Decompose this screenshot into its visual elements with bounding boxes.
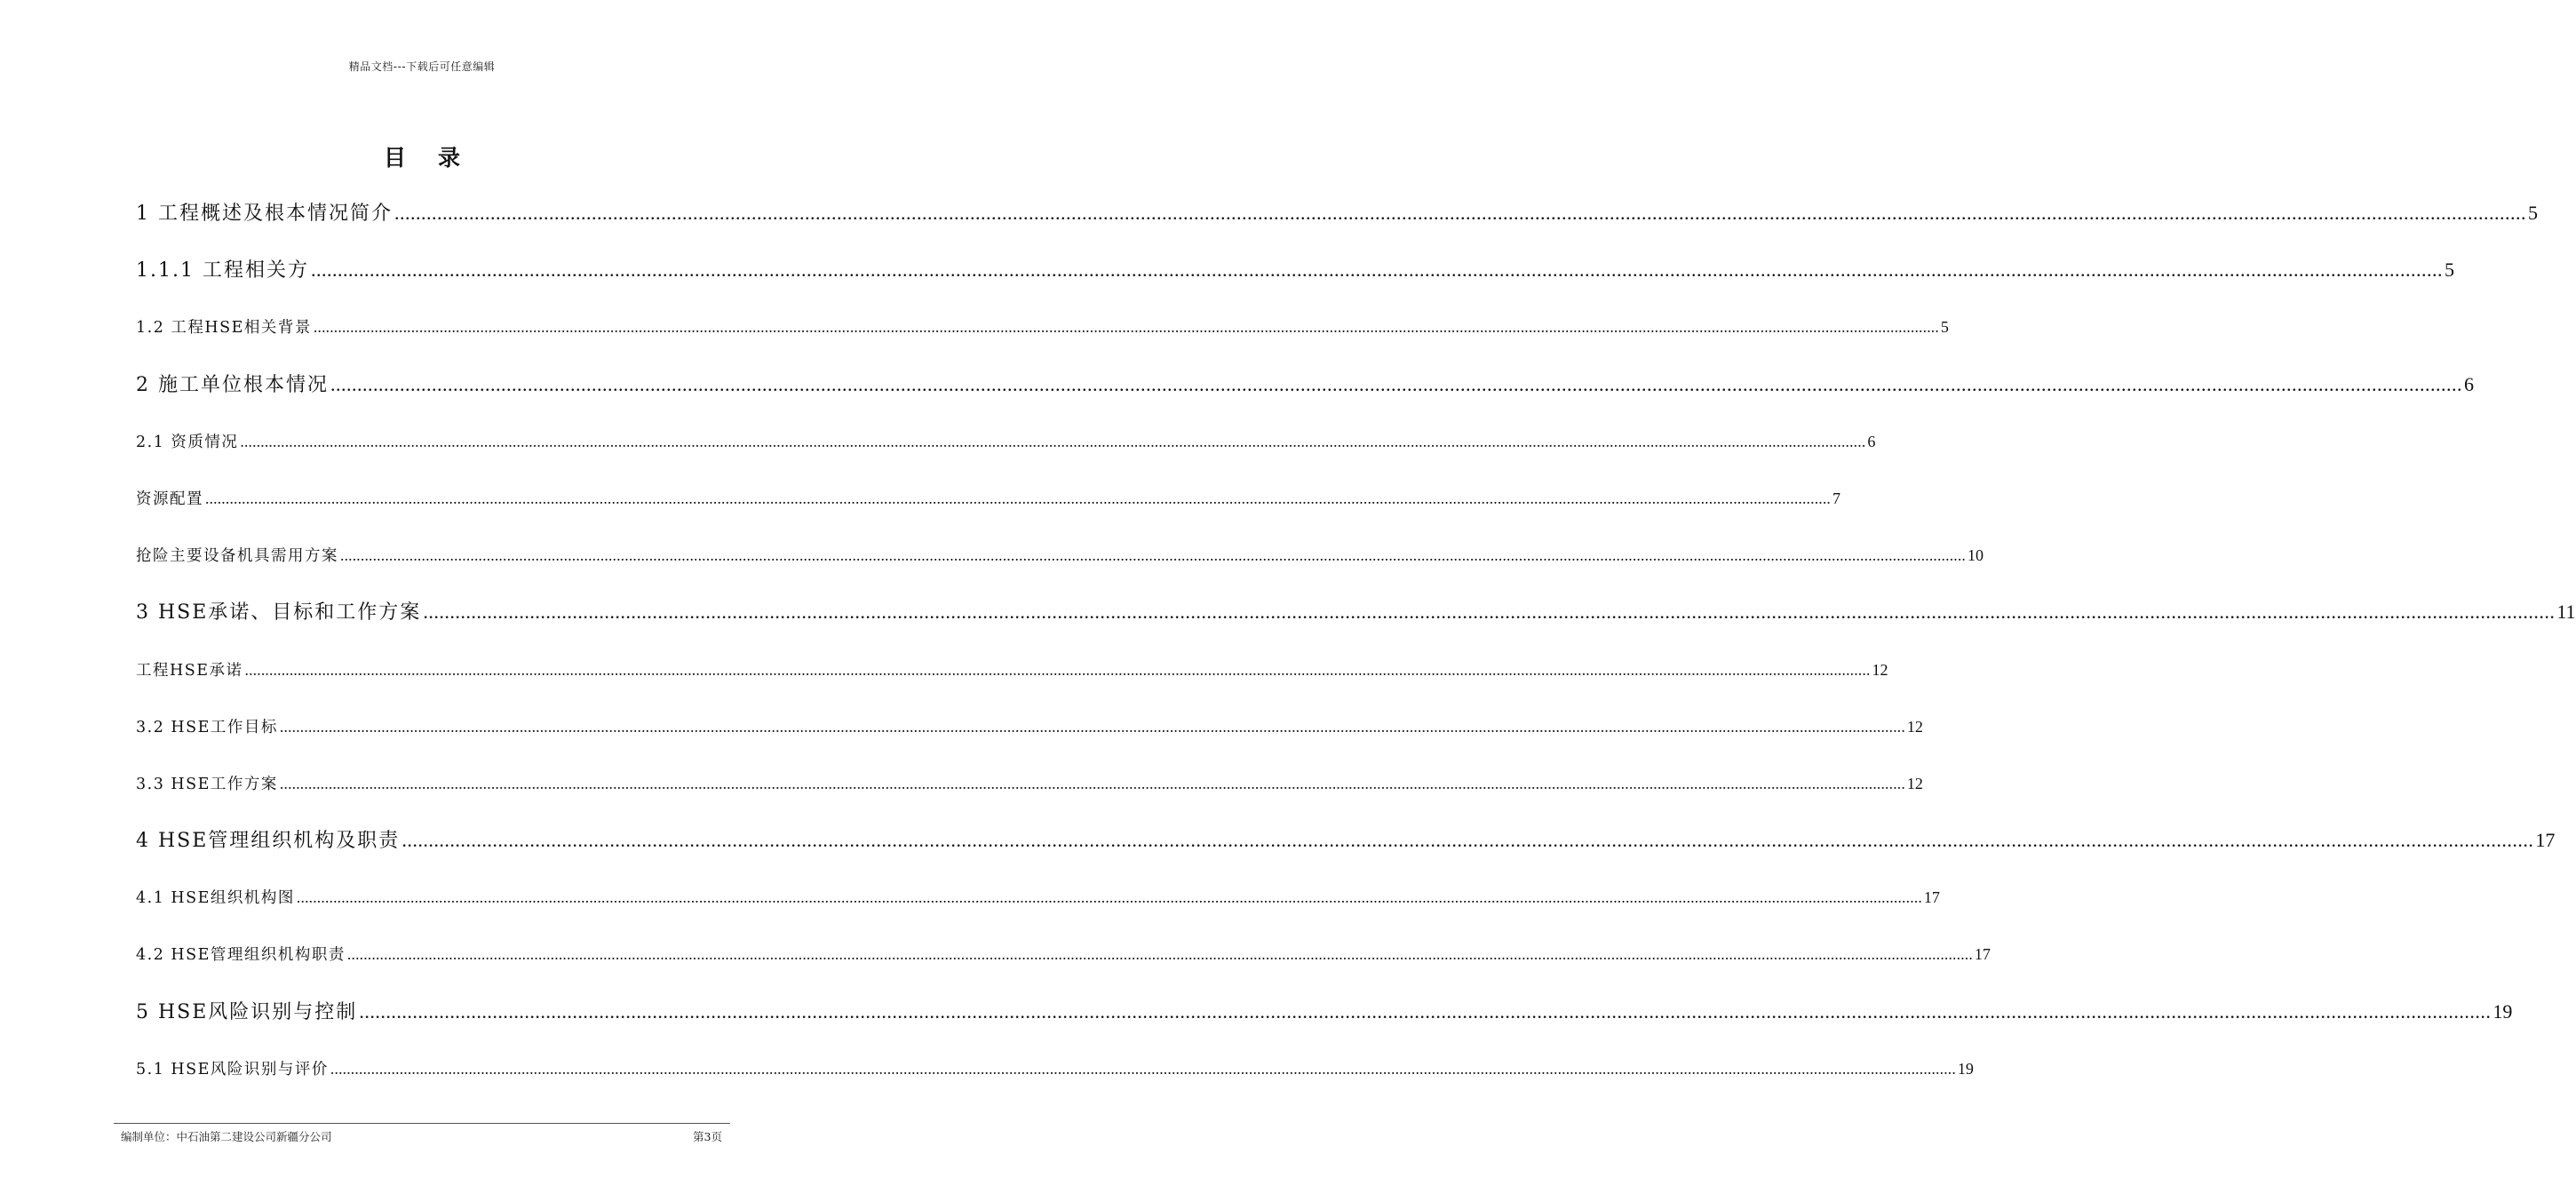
toc-dot-leader: ................................................................................................................................................................................................................................................................................................................................................................................................................	[279, 717, 1905, 736]
toc-dot-leader: ................................................................................................................................................................................................................................................................................................................................................................................................................	[340, 546, 1966, 565]
toc-entry-label: 4.1 HSE组织机构图	[136, 889, 295, 908]
toc-entry-label: 2 施工单位根本情况	[136, 373, 329, 396]
footer-page-number: 第3页	[693, 1130, 722, 1143]
toc-entry[interactable]	[136, 413, 1876, 470]
toc-entry-page: 19	[2493, 999, 2513, 1023]
toc-entry-page: 5	[1940, 318, 1949, 337]
toc-entry-label: 资源配置	[136, 490, 203, 508]
toc-entry-label: 3 HSE承诺、目标和工作方案	[136, 601, 422, 625]
toc-entry-page: 17	[1974, 945, 1991, 964]
toc-entry[interactable]	[136, 356, 2474, 413]
toc-dot-leader: ................................................................................................................................................................................................................................................................................................................................................................................................................	[296, 888, 1922, 907]
toc-entry[interactable]	[136, 755, 1923, 812]
toc-dot-leader: ................................................................................................................................................................................................................................................................................................................................................................................................................	[359, 999, 2492, 1023]
toc-entry[interactable]	[136, 298, 1949, 355]
toc-entry-page: 10	[1968, 546, 1984, 565]
toc-entry-page: 12	[1872, 660, 1888, 679]
toc-entry-label: 1 工程概述及根本情况简介	[136, 203, 393, 225]
toc-entry[interactable]	[136, 698, 1923, 755]
toc-title: 目录	[383, 145, 492, 171]
toc-dot-leader: ................................................................................................................................................................................................................................................................................................................................................................................................................	[240, 432, 1866, 450]
toc-entry-label: 1.1.1 工程相关方	[136, 259, 309, 283]
toc-entry-page: 12	[1906, 717, 1923, 736]
toc-dot-leader: ................................................................................................................................................................................................................................................................................................................................................................................................................	[394, 202, 2526, 224]
toc-entry[interactable]	[136, 584, 2576, 641]
toc-entry-label: 5 HSE风险识别与控制	[136, 1000, 358, 1023]
toc-entry-page: 7	[1833, 489, 1841, 507]
toc-entry-label: 5.1 HSE风险识别与评价	[136, 1060, 329, 1079]
toc-entry-label: 4 HSE管理组织机构及职责	[136, 830, 401, 853]
toc-entry-page: 19	[1957, 1059, 1974, 1078]
toc-entry[interactable]	[136, 812, 2556, 869]
toc-entry-label: 1.2 工程HSE相关背景	[136, 319, 312, 338]
toc-entry-page: 5	[2444, 259, 2454, 282]
toc-entry[interactable]	[136, 527, 1984, 584]
toc-dot-leader: ................................................................................................................................................................................................................................................................................................................................................................................................................	[205, 489, 1831, 507]
toc-entry-page: 17	[2535, 829, 2556, 852]
toc-dot-leader: ................................................................................................................................................................................................................................................................................................................................................................................................................	[402, 829, 2534, 852]
toc-entry-page: 5	[2528, 202, 2538, 224]
toc-entry[interactable]	[136, 185, 2538, 242]
toc-dot-leader: ................................................................................................................................................................................................................................................................................................................................................................................................................	[313, 318, 1939, 337]
toc-entry-page: 12	[1906, 774, 1923, 792]
toc-entry[interactable]	[136, 641, 1888, 698]
toc-entry[interactable]	[136, 869, 1940, 926]
toc-entry-label: 3.3 HSE工作方案	[136, 775, 278, 793]
toc-dot-leader: ................................................................................................................................................................................................................................................................................................................................................................................................................	[310, 259, 2443, 282]
toc-dot-leader: ................................................................................................................................................................................................................................................................................................................................................................................................................	[279, 774, 1905, 792]
page-header: 精品文档---下载后可任意编辑	[348, 60, 496, 73]
toc-entry-page: 11	[2556, 601, 2576, 624]
toc-entry[interactable]	[136, 1040, 1974, 1097]
toc-dot-leader: ................................................................................................................................................................................................................................................................................................................................................................................................................	[330, 1059, 1956, 1078]
toc-entry[interactable]	[136, 926, 1991, 983]
toc-dot-leader: ................................................................................................................................................................................................................................................................................................................................................................................................................	[346, 945, 1973, 964]
toc-entry-label: 4.2 HSE管理组织机构职责	[136, 946, 346, 965]
footer-divider	[114, 1123, 730, 1124]
toc-dot-leader: ................................................................................................................................................................................................................................................................................................................................................................................................................	[423, 601, 2556, 624]
toc-entry-label: 抢险主要设备机具需用方案	[136, 547, 338, 566]
footer-organization: 编制单位：中石油第二建设公司新疆分公司	[121, 1130, 332, 1143]
toc-entry-label: 工程HSE承诺	[136, 661, 243, 680]
toc-entry-label: 3.2 HSE工作目标	[136, 718, 278, 736]
toc-dot-leader: ................................................................................................................................................................................................................................................................................................................................................................................................................	[330, 372, 2462, 395]
toc-dot-leader: ................................................................................................................................................................................................................................................................................................................................................................................................................	[244, 660, 1871, 679]
toc-entry-page: 17	[1923, 888, 1940, 907]
toc-entry[interactable]	[136, 242, 2454, 298]
toc-entry-label: 2.1 资质情况	[136, 433, 239, 451]
toc-entry-page: 6	[2464, 372, 2474, 395]
table-of-contents	[136, 185, 2576, 1097]
toc-entry-page: 6	[1867, 432, 1876, 450]
toc-entry[interactable]	[136, 470, 1841, 527]
toc-entry[interactable]	[136, 983, 2513, 1040]
